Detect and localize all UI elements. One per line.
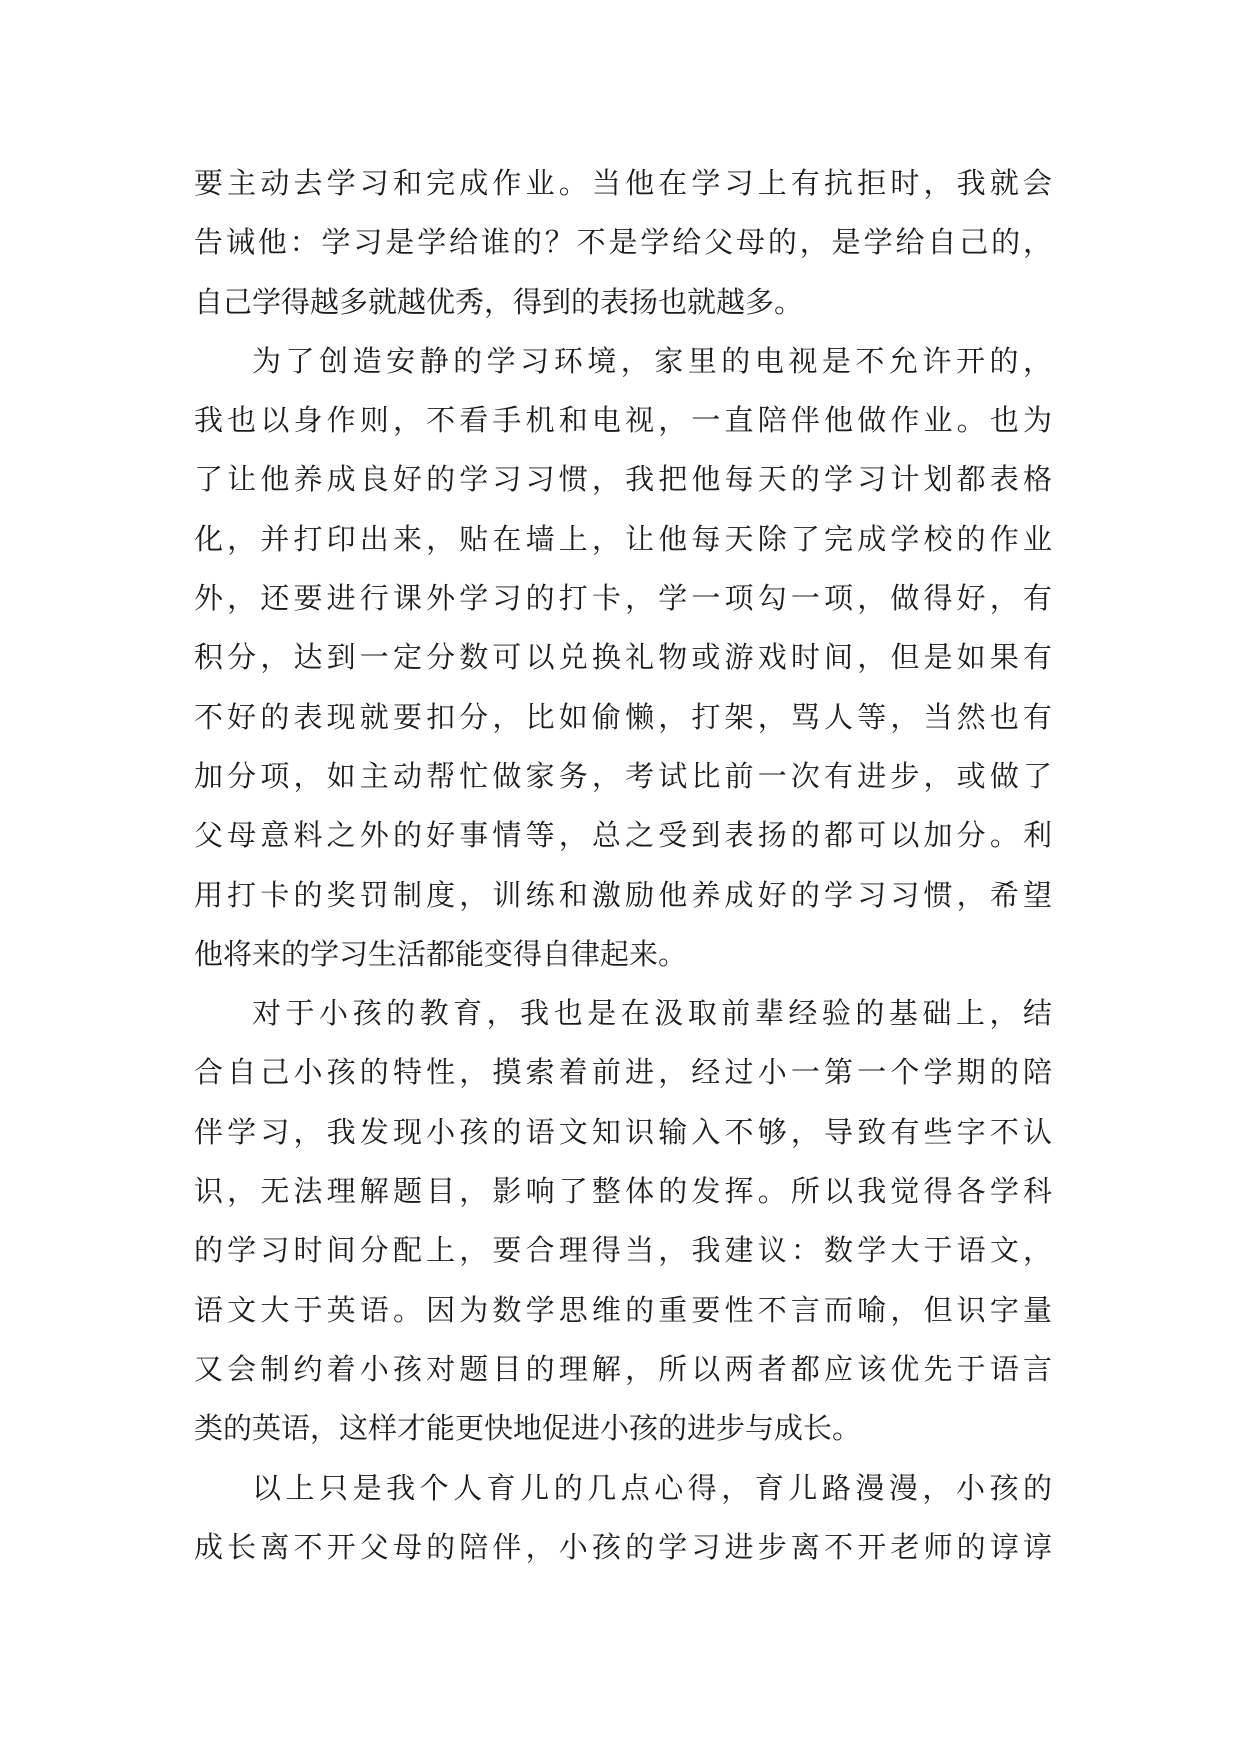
text-line: 识，无法理解题目，影响了整体的发挥。所以我觉得各学科: [194, 1174, 1052, 1209]
text-line: 外，还要进行课外学习的打卡，学一项勾一项，做得好，有: [194, 581, 1052, 616]
text-line: 父母意料之外的好事情等，总之受到表扬的都可以加分。利: [194, 818, 1052, 853]
text-line: 用打卡的奖罚制度，训练和激励他养成好的学习习惯，希望: [194, 877, 1052, 912]
text-line: 合自己小孩的特性，摸索着前进，经过小一第一个学期的陪: [194, 1055, 1052, 1090]
text-line: 加分项，如主动帮忙做家务，考试比前一次有进步，或做了: [194, 758, 1052, 793]
text-line: 成长离不开父母的陪伴，小孩的学习进步离不开老师的谆谆: [194, 1529, 1052, 1564]
text-line: 自己学得越多就越优秀，得到的表扬也就越多。: [194, 284, 804, 319]
text-line: 我也以身作则，不看手机和电视，一直陪伴他做作业。也为: [194, 403, 1052, 438]
text-line: 化，并打印出来，贴在墙上，让他每天除了完成学校的作业: [194, 521, 1052, 556]
text-line: 不好的表现就要扣分，比如偷懒，打架，骂人等，当然也有: [194, 699, 1052, 734]
document-body: [194, 154, 1052, 1577]
text-line: 的学习时间分配上，要合理得当，我建议：数学大于语文，: [194, 1233, 1052, 1268]
text-line: 类的英语，这样才能更快地促进小孩的进步与成长。: [194, 1411, 862, 1446]
text-line: 了让他养成良好的学习习惯，我把他每天的学习计划都表格: [194, 462, 1052, 497]
text-line: 告诫他：学习是学给谁的？不是学给父母的，是学给自己的，: [194, 225, 1052, 260]
text-line: 又会制约着小孩对题目的理解，所以两者都应该优先于语言: [194, 1351, 1052, 1386]
text-line: 积分，达到一定分数可以兑换礼物或游戏时间，但是如果有: [194, 640, 1052, 675]
text-line: 伴学习，我发现小孩的语文知识输入不够，导致有些字不认: [194, 1114, 1052, 1149]
text-line: 要主动去学习和完成作业。当他在学习上有抗拒时，我就会: [194, 166, 1052, 200]
text-line: 他将来的学习生活都能变得自律起来。: [194, 936, 688, 971]
text-line: 以上只是我个人育儿的几点心得，育儿路漫漫，小孩的: [252, 1470, 1052, 1505]
text-line: 对于小孩的教育，我也是在汲取前辈经验的基础上，结: [252, 996, 1052, 1031]
text-line: 语文大于英语。因为数学思维的重要性不言而喻，但识字量: [194, 1292, 1052, 1327]
text-line: 为了创造安静的学习环境，家里的电视是不允许开的，: [252, 343, 1052, 378]
